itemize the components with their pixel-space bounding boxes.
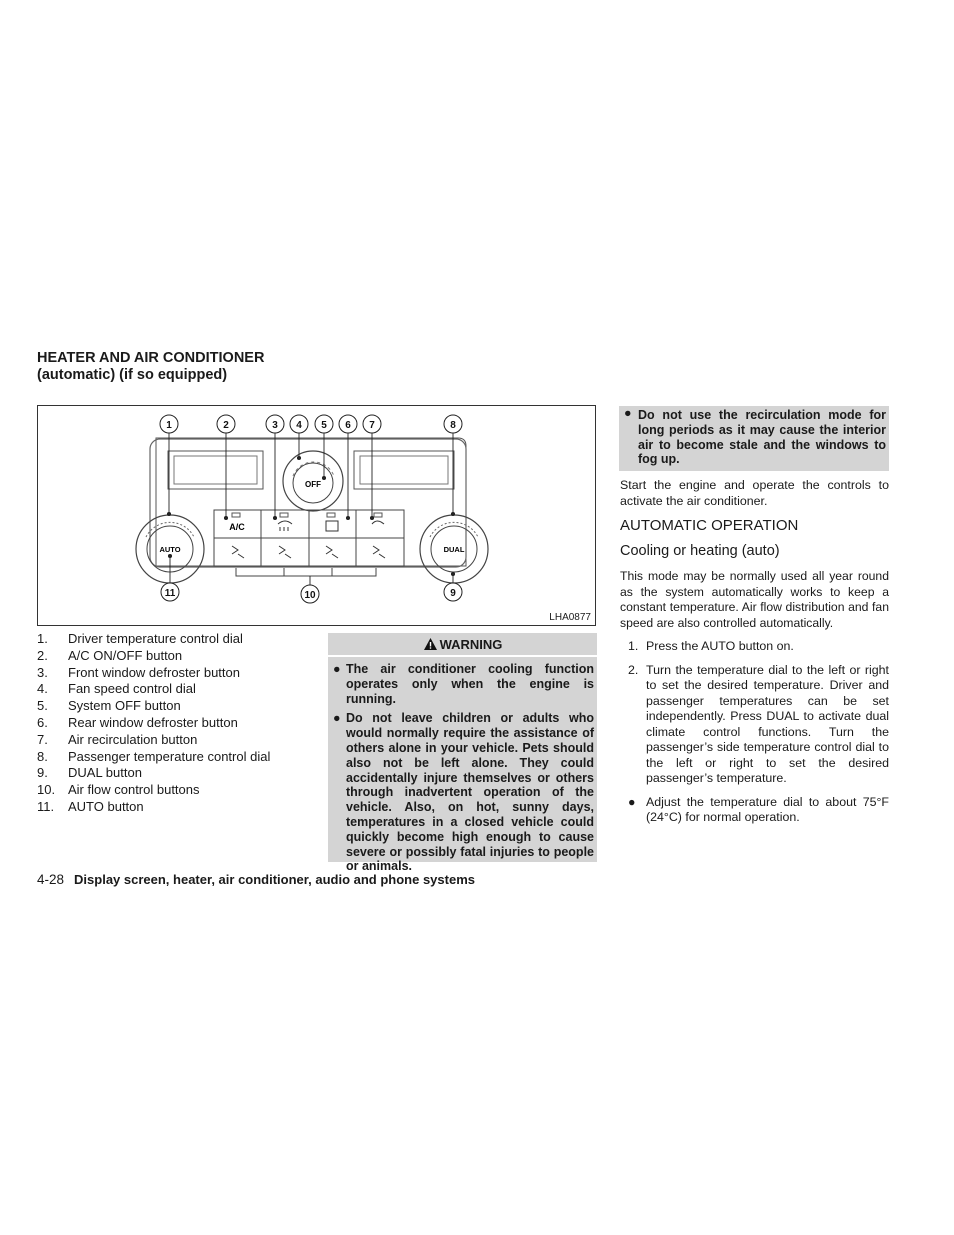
- off-label: OFF: [305, 480, 321, 489]
- recirculation-notice: [619, 406, 889, 471]
- legend-num: 5.: [37, 698, 48, 714]
- legend-text: Front window defroster button: [68, 664, 240, 680]
- notice-text: Do not use the recirculation mode for long periods as it may cause the interior air to become stale and the windows to fog up.: [638, 408, 886, 467]
- step-item: [620, 639, 889, 655]
- warning-item: [328, 711, 597, 874]
- warning-box: [328, 633, 597, 874]
- callout-5: 5: [321, 420, 327, 431]
- legend-text: System OFF button: [68, 698, 181, 714]
- callout-2: 2: [223, 420, 229, 431]
- bullet-icon: ●: [624, 406, 632, 420]
- legend-item: [37, 749, 322, 766]
- legend-num: 7.: [37, 731, 48, 747]
- legend-num: 4.: [37, 681, 48, 697]
- bullet-icon: ●: [333, 711, 341, 726]
- legend-num: 10.: [37, 782, 56, 798]
- heading-title: HEATER AND AIR CONDITIONER: [37, 350, 265, 366]
- bullet-icon: ●: [333, 662, 341, 676]
- legend-text: A/C ON/OFF button: [68, 647, 183, 663]
- warning-triangle-icon: [423, 637, 438, 651]
- legend-item: [37, 681, 322, 698]
- legend-num: 1.: [37, 631, 48, 646]
- bullet-note: [620, 795, 889, 826]
- warning-title: WARNING: [439, 636, 503, 652]
- legend-text: Air flow control buttons: [68, 782, 200, 798]
- callout-11: 11: [164, 588, 176, 599]
- control-panel-figure: [37, 405, 596, 626]
- section-heading: [37, 350, 264, 384]
- legend-text: Passenger temperature control dial: [68, 748, 271, 764]
- step-num: 2.: [628, 662, 639, 677]
- intro-paragraph: Start the engine and operate the controls to activate the air conditioner.: [620, 478, 889, 508]
- legend-num: 6.: [37, 714, 48, 730]
- callout-1: 1: [166, 420, 172, 431]
- control-panel-illustration: [38, 406, 595, 625]
- legend-num: 8.: [37, 748, 48, 764]
- callout-10: 10: [304, 590, 316, 601]
- warning-header: [328, 633, 597, 657]
- mode-paragraph: This mode may be normally used all year round as the system automatically works to keep a constant temperature. Air flow distribution and fan speed are also controlled automatically.: [620, 569, 889, 630]
- notice-list: [619, 406, 889, 467]
- auto-label: AUTO: [159, 545, 181, 554]
- warning-text: The air conditioner cooling function operates only when the engine is running.: [346, 662, 594, 706]
- figure-code: LHA0877: [549, 612, 591, 623]
- legend-text: AUTO button: [68, 798, 144, 814]
- legend-text: Air recirculation button: [68, 731, 198, 747]
- legend-item: [37, 782, 322, 799]
- bullet-icon: ●: [628, 794, 636, 809]
- warning-text: Do not leave children or adults who would normally require the assistance of others alone in your vehicle. Pets should also not be left alone. They could accidentally injure themselves or others through inadvertent operation of the vehicle. Also, on hot, sunny days, temperatures in a closed vehicle could quickly become high enough to cause severe or possibly fatal injuries to people or animals.: [346, 711, 594, 874]
- section-title: AUTOMATIC OPERATION: [620, 517, 799, 534]
- page-number: 4-28: [37, 872, 65, 887]
- step-text: Press the AUTO button on.: [646, 639, 794, 653]
- callout-4: 4: [296, 420, 302, 431]
- notice-item: [619, 406, 889, 467]
- steps-list: [620, 639, 889, 834]
- bullet-note-text: Adjust the temperature dial to about 75°F (24°C) for normal operation.: [646, 794, 889, 824]
- legend-item: [37, 631, 322, 648]
- legend-num: 2.: [37, 647, 48, 663]
- legend-item: [37, 765, 322, 782]
- callout-8: 8: [450, 420, 456, 431]
- step-item: [620, 663, 889, 787]
- legend-num: 3.: [37, 664, 48, 680]
- callout-3: 3: [272, 420, 278, 431]
- warning-list: [328, 662, 597, 874]
- legend-num: 11.: [37, 798, 55, 814]
- legend-item: [37, 732, 322, 749]
- subsection-title: Cooling or heating (auto): [620, 543, 780, 559]
- callout-7: 7: [369, 420, 375, 431]
- callout-6: 6: [345, 420, 351, 431]
- step-text: Turn the temperature dial to the left or right to set the desired temperature. Driver and passenger temperatures can be set independently. Press DUAL to activate dual climate control functions. Turn the passenger’s side temperature control dial to the left or right to set the desired passenger’s temperature.: [646, 662, 889, 785]
- dual-label: DUAL: [443, 545, 465, 554]
- ac-button-label: A/C: [229, 522, 245, 532]
- legend-item: [37, 648, 322, 665]
- chapter-title: Display screen, heater, air conditioner, audio and phone systems: [74, 872, 475, 887]
- legend-item: [37, 715, 322, 732]
- step-num: 1.: [628, 639, 639, 653]
- legend-text: Rear window defroster button: [68, 714, 238, 730]
- legend-text: DUAL button: [68, 765, 142, 781]
- legend-text: Fan speed control dial: [68, 681, 196, 697]
- page-footer: [37, 872, 475, 887]
- legend-item: [37, 665, 322, 682]
- heading-subtitle: (automatic) (if so equipped): [37, 367, 228, 383]
- callout-9: 9: [450, 588, 456, 599]
- legend-text: Driver temperature control dial: [68, 631, 243, 646]
- legend-item: [37, 799, 322, 816]
- legend-item: [37, 698, 322, 715]
- legend-num: 9.: [37, 765, 48, 781]
- figure-legend: [37, 631, 322, 816]
- warning-item: [328, 662, 597, 706]
